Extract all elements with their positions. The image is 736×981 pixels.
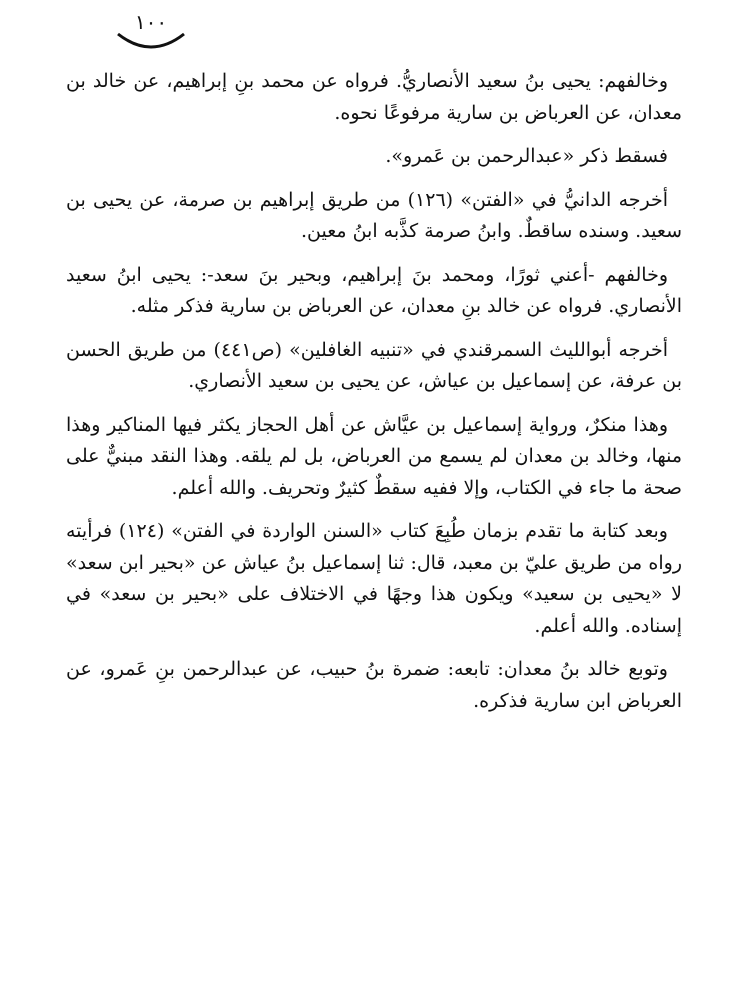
page-number [108,10,194,50]
paragraph-5: أخرجه أبوالليث السمرقندي في «تنبيه الغافلين» (ص٤٤١) من طريق الحسن بن عرفة، عن إسماعيل بن عياش، عن يحيى بن سعيد الأنصاري. [66,338,682,392]
page-number-ornament [114,30,188,54]
paragraph-1: وخالفهم: يحيى بنُ سعيد الأنصاريُّ. فرواه عن محمد بنِ إبراهيم، عن خالد بن معدان، عن العرباض بن سارية مرفوعًا نحوه. [66,70,682,124]
page-number-digits: ١٠٠ [134,10,168,34]
paragraph-3: أخرجه الدانيُّ في «الفتن» (١٢٦) من طريق إبراهيم بن صرمة، عن يحيى بن سعيد. وسنده ساقطٌ. وابنُ صرمة كذَّبه ابنُ معين. [66,188,682,242]
paragraph-6: وهذا منكرٌ، ورواية إسماعيل بن عيَّاش عن أهل الحجاز يكثر فيها المناكير وهذا منها، وخالد بن معدان لم يسمع من العرباض، بل لم يلقه. وهذا النقد مبنيٌّ على صحة ما جاء في الكتاب، وإلا ففيه سقطٌ كثيرٌ وتحريف. والله أعلم. [66,413,682,499]
paragraph-2: فسقط ذكر «عبدالرحمن بن عَمرو». [385,145,668,167]
paragraph-7: وبعد كتابة ما تقدم بزمان طُبِعَ كتاب «السنن الواردة في الفتن» (١٢٤) فرأيته رواه من طريق عليّ بن معبد، قال: ثنا إسماعيل بنُ عياش عن «بحير ابن سعد» لا «يحيى بن سعيد» ويكون هذا وجهًا في الاختلاف على «بحير بن سعد» في إسناده. والله أعلم. [66,520,682,637]
text-body [66,66,682,729]
paragraph-4: وخالفهم -أعني ثورًا، ومحمد بنَ إبراهيم، وبحير بنَ سعد-: يحيى ابنُ سعيد الأنصاري. فرواه عن خالد بنِ معدان، عن العرباض بن سارية فذكر مثله. [66,263,682,317]
paragraph-8: وتوبع خالد بنُ معدان: تابعه: ضمرة بنُ حبيب، عن عبدالرحمن بنِ عَمرو، عن العرباض ابن سارية فذكره. [66,658,682,712]
